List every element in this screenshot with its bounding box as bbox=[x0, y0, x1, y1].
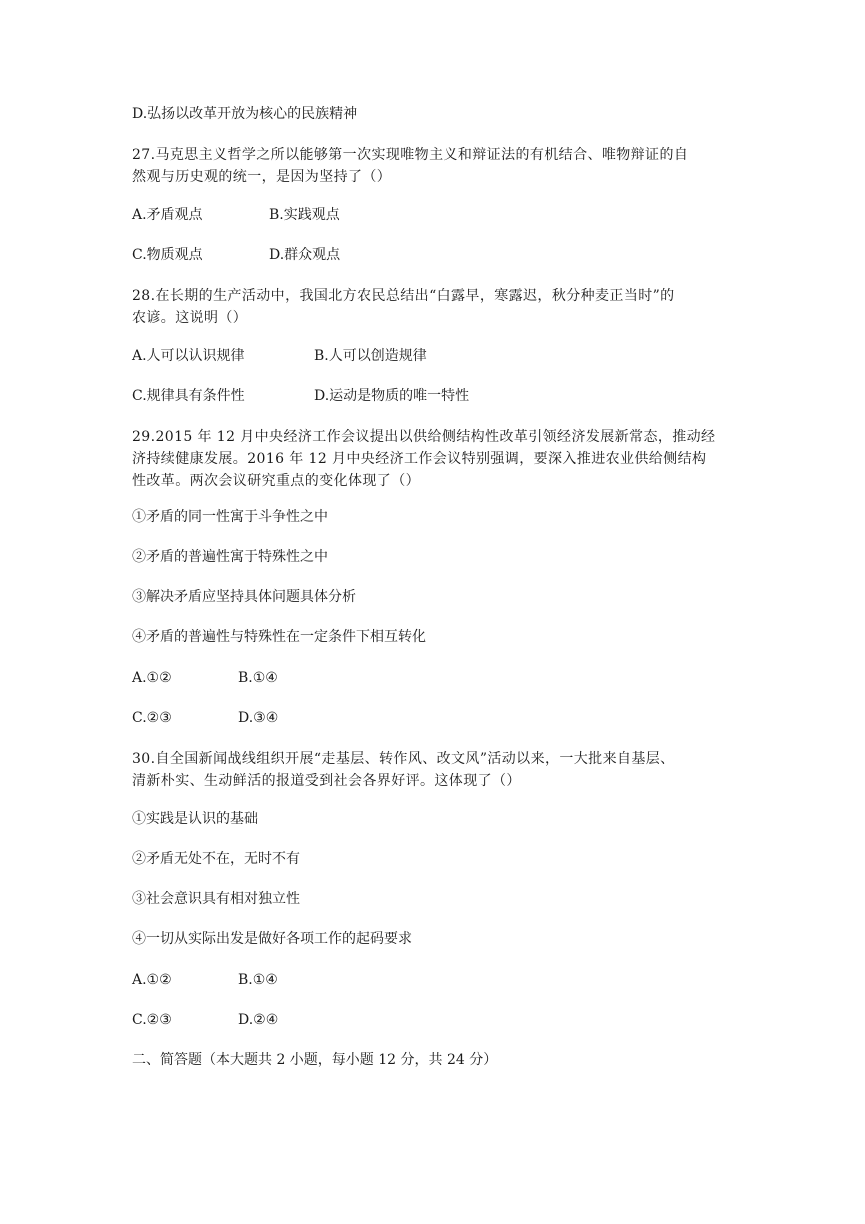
q28-option-d: D.运动是物质的唯一特性 bbox=[314, 388, 470, 404]
q30-statement-3: ③社会意识具有相对独立性 bbox=[132, 891, 300, 907]
q30-statement-1: ①实践是认识的基础 bbox=[132, 811, 258, 827]
q28-stem-line2: 农谚。这说明（） bbox=[132, 310, 248, 326]
q29-stem-line2: 济持续健康发展。2016 年 12 月中央经济工作会议特别强调，要深入推进农业供给侧结构 bbox=[132, 451, 707, 467]
q30-option-a: A.①② bbox=[132, 972, 172, 988]
q30-stem-line2: 清新朴实、生动鲜活的报道受到社会各界好评。这体现了（） bbox=[132, 773, 521, 789]
q30-option-c: C.②③ bbox=[132, 1012, 172, 1028]
section-heading-short-answer: 二、简答题（本大题共 2 小题，每小题 12 分，共 24 分） bbox=[132, 1052, 498, 1068]
q29-stem-line1: 29.2015 年 12 月中央经济工作会议提出以供给侧结构性改革引领经济发展新常态，推动经 bbox=[132, 429, 716, 445]
q28-stem-line1: 28.在长期的生产活动中，我国北方农民总结出“白露早，寒露迟，秋分种麦正当时”的 bbox=[132, 288, 675, 304]
q27-stem-line2: 然观与历史观的统一，是因为坚持了（） bbox=[132, 169, 392, 185]
q27-option-c: C.物质观点 bbox=[132, 247, 203, 263]
q29-statement-2: ②矛盾的普遍性寓于特殊性之中 bbox=[132, 549, 328, 565]
q28-option-c: C.规律具有条件性 bbox=[132, 388, 245, 404]
q30-option-b: B.①④ bbox=[238, 972, 278, 988]
q30-stem bbox=[132, 748, 734, 792]
q29-option-d: D.③④ bbox=[238, 710, 279, 726]
q30-stem-line1: 30.自全国新闻战线组织开展“走基层、转作风、改文风”活动以来，一大批来自基层、 bbox=[132, 751, 675, 767]
q27-option-b: B.实践观点 bbox=[269, 207, 340, 223]
q28-option-b: B.人可以创造规律 bbox=[314, 348, 427, 364]
q29-statement-1: ①矛盾的同一性寓于斗争性之中 bbox=[132, 509, 328, 525]
q28-option-a: A.人可以认识规律 bbox=[132, 348, 245, 364]
q30-option-d: D.②④ bbox=[238, 1012, 279, 1028]
q28-stem bbox=[132, 285, 734, 329]
q29-option-b: B.①④ bbox=[238, 670, 278, 686]
q29-statement-4: ④矛盾的普遍性与特殊性在一定条件下相互转化 bbox=[132, 629, 426, 645]
q29-option-a: A.①② bbox=[132, 670, 172, 686]
q27-stem bbox=[132, 144, 734, 188]
q29-stem bbox=[132, 426, 734, 492]
q30-statement-4: ④一切从实际出发是做好各项工作的起码要求 bbox=[132, 931, 412, 947]
q26-option-d: D.弘扬以改革开放为核心的民族精神 bbox=[132, 106, 358, 122]
q29-statement-3: ③解决矛盾应坚持具体问题具体分析 bbox=[132, 589, 356, 605]
q27-option-a: A.矛盾观点 bbox=[132, 207, 203, 223]
q27-option-d: D.群众观点 bbox=[269, 247, 341, 263]
q30-statement-2: ②矛盾无处不在，无时不有 bbox=[132, 851, 300, 867]
q27-stem-line1: 27.马克思主义哲学之所以能够第一次实现唯物主义和辩证法的有机结合、唯物辩证的自 bbox=[132, 147, 689, 163]
q29-option-c: C.②③ bbox=[132, 710, 172, 726]
q29-stem-line3: 性改革。两次会议研究重点的变化体现了（） bbox=[132, 473, 420, 489]
